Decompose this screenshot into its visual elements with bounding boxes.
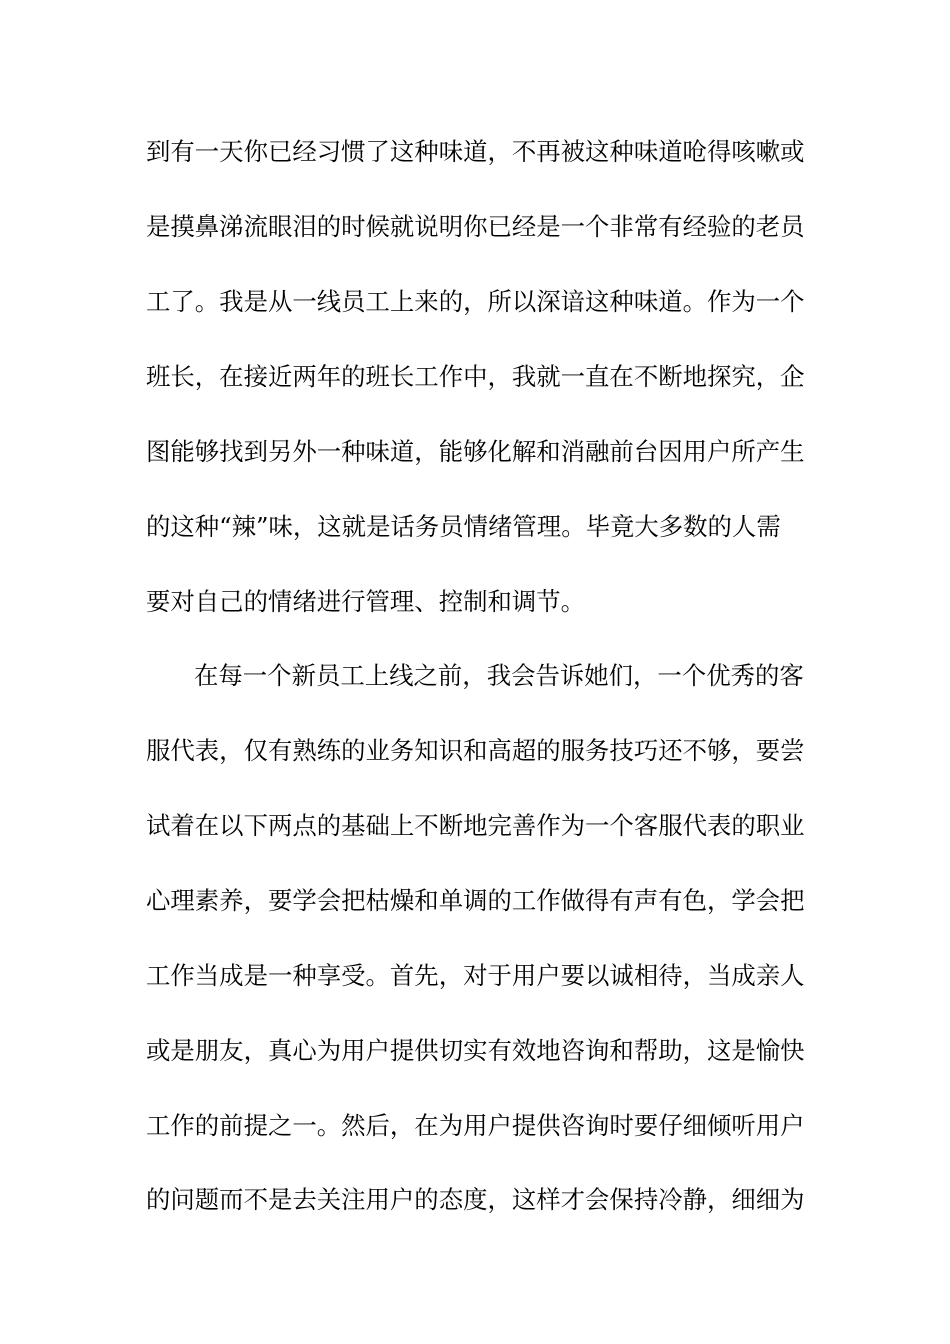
text-line: 图能够找到另外一种味道，能够化解和消融前台因用户所产生 — [146, 437, 805, 466]
text-line: 到有一天你已经习惯了这种味道，不再被这种味道呛得咳嗽或 — [146, 137, 805, 166]
text-line: 班长，在接近两年的班长工作中，我就一直在不断地探究，企 — [146, 362, 805, 391]
text-line: 工作的前提之一。然后，在为用户提供咨询时要仔细倾听用户 — [146, 1111, 805, 1140]
text-line: 试着在以下两点的基础上不断地完善作为一个客服代表的职业 — [146, 811, 805, 840]
text-line: 工作当成是一种享受。首先，对于用户要以诚相待，当成亲人 — [146, 961, 805, 990]
text-line: 要对自己的情绪进行管理、控制和调节。 — [146, 587, 586, 616]
text-line: 工了。我是从一线员工上来的，所以深谙这种味道。作为一个 — [146, 287, 805, 316]
paragraph-first-line: 在每一个新员工上线之前，我会告诉她们，一个优秀的客 — [194, 661, 804, 690]
text-line: 服代表，仅有熟练的业务知识和高超的服务技巧还不够，要尝 — [146, 736, 805, 765]
text-line: 的问题而不是去关注用户的态度，这样才会保持冷静，细细为 — [146, 1185, 805, 1214]
text-line: 是摸鼻涕流眼泪的时候就说明你已经是一个非常有经验的老员 — [146, 212, 805, 241]
text-line: 或是朋友，真心为用户提供切实有效地咨询和帮助，这是愉快 — [146, 1036, 805, 1065]
text-line: 心理素养，要学会把枯燥和单调的工作做得有声有色，学会把 — [146, 886, 805, 915]
text-line: 的这种“辣”味，这就是话务员情绪管理。毕竟大多数的人需 — [146, 512, 781, 541]
